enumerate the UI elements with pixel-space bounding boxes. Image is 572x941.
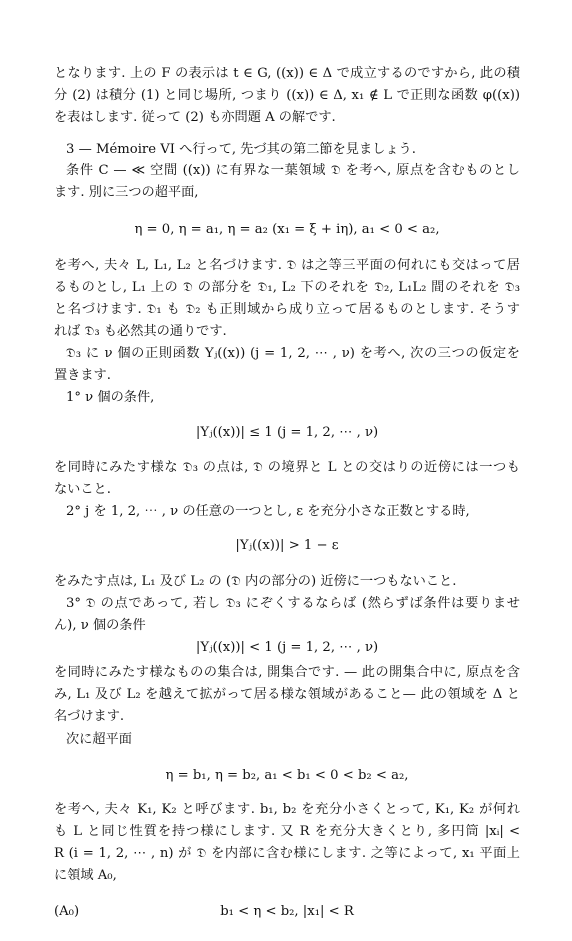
text-line: み, L₁ 及び L₂ を越えて拡がって居る様な領域があること— 此の領域を Δ と [54,687,520,702]
text-line: 分 (2) は積分 (1) と同じ場所, つまり ((x)) ∈ Δ, x₁ ∉ L で正則な函数 φ((x)) [54,88,520,103]
text-line: るものとし, L₁ 上の 𝔇 の部分を 𝔇₁, L₂ 下のそれを 𝔇₂, L₁L₂ 間のそれを 𝔇₃ [54,280,520,295]
equation-label: (A₀) [54,904,80,919]
text-line: 置きます. [54,368,111,383]
text-line: ないこと. [54,482,111,497]
display-equation: η = 0, η = a₁, η = a₂ (x₁ = ξ + iη), a₁ < 0 < a₂, [134,222,440,237]
text-line: を同時にみたす様な 𝔇₃ の点は, 𝔇 の境界と L との交はりの近傍には一つも [54,460,520,475]
display-equation: η = b₁, η = b₂, a₁ < b₁ < 0 < b₂ < a₂, [165,768,409,783]
text-line: 条件 C — ≪ 空間 ((x)) に有界な一葉領域 𝔇 を考へ, 原点を含むものとし [66,163,520,178]
text-line: も L と同じ性質を持つ様にします. 又 R を充分大きくとり, 多円筒 |xᵢ| < [54,824,520,839]
condition-label: 1° ν 個の条件, [66,390,155,405]
text-line: ます. 別に三つの超平面, [54,185,199,200]
display-equation: b₁ < η < b₂, |x₁| < R [220,904,354,919]
text-line: R (i = 1, 2, ⋯ , n) が 𝔇 を内部に含む様にします. 之等によって, x₁ 平面上 [54,846,520,861]
section-heading: 3 — Mémoire VI へ行って, 先づ其の第二節を見ましょう. [66,142,416,157]
text-line: ん), ν 個の条件 [54,618,146,633]
text-line: を同時にみたす様なものの集合は, 開集合です. — 此の開集合中に, 原点を含 [54,665,520,680]
text-line: を表はします. 従って (2) も亦問題 A の解です. [54,110,336,125]
text-line: 次に超平面 [66,732,132,747]
text-line: となります. 上の F の表示は t ∈ G, ((x)) ∈ Δ で成立するのですから, 此の積 [54,66,520,81]
display-equation: |Yⱼ((x))| ≤ 1 (j = 1, 2, ⋯ , ν) [195,425,379,440]
text-line: と名づけます. 𝔇₁ も 𝔇₂ も正則域から成り立って居るものとします. そうす [54,302,520,317]
text-line: 名づけます. [54,709,125,724]
text-line: を考へ, 夫々 K₁, K₂ と呼びます. b₁, b₂ を充分小さくとって, K₁, K₂ が何れ [54,802,520,817]
text-line: を考へ, 夫々 L, L₁, L₂ と名づけます. 𝔇 は之等三平面の何れにも交はって居 [54,258,520,273]
text-line: 𝔇₃ に ν 個の正則函数 Yⱼ((x)) (j = 1, 2, ⋯ , ν) を考へ, 次の三つの仮定を [66,346,520,361]
display-equation: |Yⱼ((x))| < 1 (j = 1, 2, ⋯ , ν) [195,640,379,655]
text-line: に領域 A₀, [54,868,117,883]
text-line: れば 𝔇₃ も必然其の通りです. [54,324,227,339]
display-equation: |Yⱼ((x))| > 1 − ε [235,538,339,553]
condition-label: 3° 𝔇 の点であって, 若し 𝔇₃ にぞくするならば (然らずば条件は要りませ [66,596,520,611]
condition-label: 2° j を 1, 2, ⋯ , ν の任意の一つとし, ε を充分小さな正数とする時, [66,504,470,519]
text-line: をみたす点は, L₁ 及び L₂ の (𝔇 内の部分の) 近傍に一つもないこと. [54,574,457,589]
